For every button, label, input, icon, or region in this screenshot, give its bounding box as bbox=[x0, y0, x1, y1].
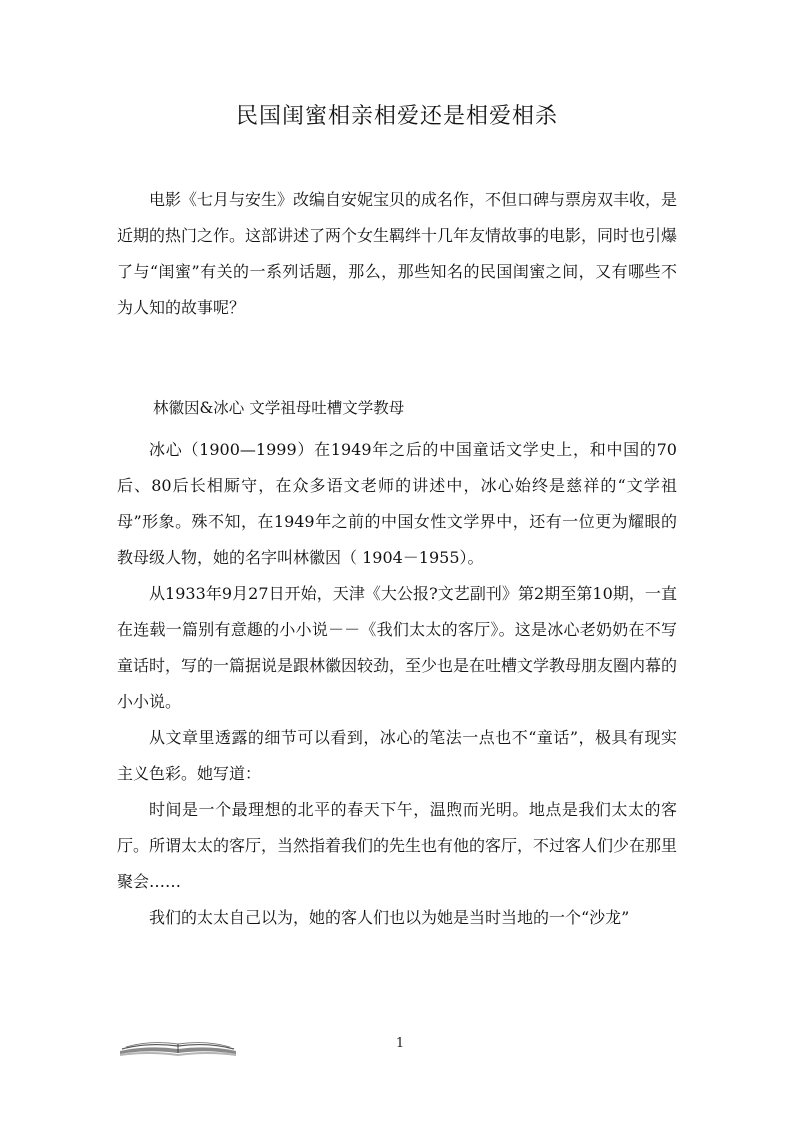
page-footer bbox=[0, 1028, 794, 1068]
paragraph: 我们的太太自己以为，她的客人们也以为她是当时当地的一个“沙龙” bbox=[149, 908, 630, 927]
paragraph: 从1933年9月27日开始，天津《大公报?文艺副刊》第2期至第10期，一直在连载一篇别有意趣的小小说－－《我们太太的客厅》。这是冰心老奶奶在不写童话时，写的一篇据说是跟林徽因较劲，至少也是在吐槽文学教母朋友圈内幕的小小说。 bbox=[117, 584, 678, 711]
open-book-icon bbox=[118, 1036, 238, 1062]
section-heading: 林徽因&冰心 文学祖母吐槽文学教母 bbox=[153, 399, 405, 417]
paragraph: 冰心（1900—1999）在1949年之后的中国童话文学史上，和中国的70后、80后长相厮守，在众多语文老师的讲述中，冰心始终是慈祥的“文学祖母”形象。殊不知，在1949年之前的中国女性文学界中，还有一位更为耀眼的教母级人物，她的名字叫林徽因（ 1904－1955）。 bbox=[117, 440, 677, 567]
paragraph: 从文章里透露的细节可以看到，冰心的笔法一点也不“童话”，极具有现实主义色彩。她写道： bbox=[117, 728, 677, 783]
content-block bbox=[117, 432, 677, 936]
intro-paragraph: 电影《七月与安生》改编自安妮宝贝的成名作，不但口碑与票房双丰收，是近期的热门之作。这部讲述了两个女生羁绊十几年友情故事的电影，同时也引爆了与“闺蜜”有关的一系列话题，那么，那些知名的民国闺蜜之间，又有哪些不为人知的故事呢？ bbox=[117, 190, 678, 317]
document-title: 民国闺蜜相亲相爱还是相爱相杀 bbox=[235, 104, 558, 129]
intro-block bbox=[117, 182, 677, 326]
paragraph: 时间是一个最理想的北平的春天下午，温煦而光明。地点是我们太太的客厅。所谓太太的客厅，当然指着我们的先生也有他的客厅，不过客人们少在那里聚会…… bbox=[117, 800, 678, 891]
page-number: 1 bbox=[395, 1036, 405, 1051]
